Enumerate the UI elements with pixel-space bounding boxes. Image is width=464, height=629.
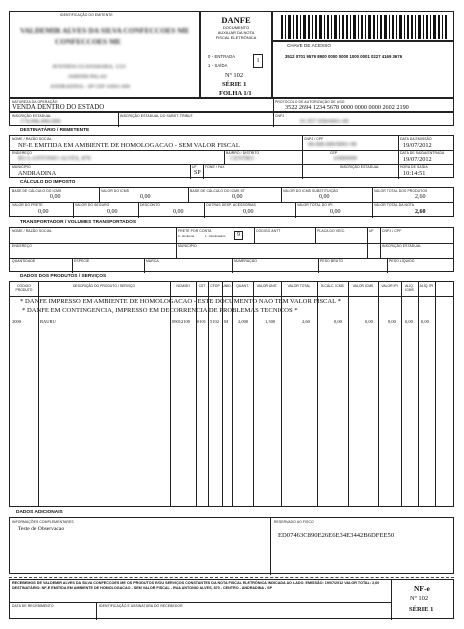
col-cst: CST bbox=[198, 284, 206, 288]
col-descricao: DESCRIÇÃO DO PRODUTO / SERVIÇO bbox=[72, 284, 136, 288]
dest-section-title: DESTINATÁRIO / REMETENTE bbox=[20, 128, 90, 133]
dest-uf-label: UF bbox=[192, 165, 197, 169]
info-label: INFORMAÇÕES COMPLEMENTARES bbox=[12, 520, 74, 524]
canhoto-text: RECEBEMOS DE VALDEMIR ALVES DA SILVA CONFECCOES ME OS PRODUTOS E/OU SERVIÇOS CONSTANTES DA NOTA FISCAL ELETRÔNICA INDICADA AO LADO. EMISSÃO: 19/07/2012 VALOR TOTAL: 2,60 DESTINATÁRIO: NF-E EMITIDA EM AMBIENTE DE HOMOLOGACAO - SEM VALOR FISCAL - RUA ANTONIO ALVES, 870 - CENTRO - ANDRADINA - SP bbox=[12, 581, 380, 590]
cnpj-label: CNPJ bbox=[275, 114, 285, 118]
transp-frete-opt1: 1 - Destinatário bbox=[205, 234, 226, 238]
col-unid: UNID. bbox=[222, 284, 232, 288]
row-vtotal: 2,60 bbox=[302, 319, 310, 324]
imp-r2c0-value: 0,00 bbox=[38, 209, 49, 215]
dest-hora-label: HORA DE SAÍDA bbox=[400, 165, 428, 169]
imp-r1c2-value: 0,00 bbox=[232, 194, 243, 200]
imp-r1c3-value: 0,00 bbox=[319, 194, 330, 200]
dest-end-label: ENDEREÇO bbox=[12, 151, 33, 155]
transp-box bbox=[9, 227, 454, 272]
chave-label: CHAVE DE ACESSO bbox=[287, 43, 331, 48]
chave-box bbox=[272, 41, 454, 98]
row-aliq-icms: 0,00 bbox=[405, 319, 413, 324]
imp-r2c1-label: VALOR DO SEGURO bbox=[75, 203, 110, 207]
row-descricao: BAURU bbox=[40, 319, 56, 324]
row-bcicms: 0,00 bbox=[334, 319, 342, 324]
dest-nome-label: NOME / RAZÃO SOCIAL bbox=[12, 137, 52, 141]
dest-hora-value: 10:14:51 bbox=[403, 170, 426, 177]
iest-label: INSCRIÇÃO ESTADUAL DO SUBST. TRIBUT. bbox=[120, 114, 194, 118]
row-vunit: 1,300 bbox=[265, 319, 276, 324]
fisco-label: RESERVADO AO FISCO bbox=[274, 520, 314, 524]
dest-cnpj-value: 00.000.000/0001-00 bbox=[308, 142, 357, 148]
dest-fone-label: FONE / FAX bbox=[205, 165, 225, 169]
imp-r1c2-label: BASE DE CÁLCULO DO ICMS ST bbox=[190, 189, 245, 193]
transp-frete-value: 9 bbox=[237, 232, 240, 238]
col-quant: QUANT. bbox=[236, 284, 249, 288]
canhoto-box bbox=[9, 579, 454, 619]
transp-pbruto-label: PESO BRUTO bbox=[320, 259, 344, 263]
dest-cep-value: 16900000 bbox=[333, 156, 357, 162]
nf-folha: FOLHA 1/1 bbox=[219, 90, 252, 97]
row-vipi: 0,00 bbox=[388, 319, 396, 324]
issuer-name: VALDEMIR ALVES DA SILVA CONFECCOES ME bbox=[20, 26, 190, 35]
col-codigo: CÓDIGO PRODUTO bbox=[15, 284, 33, 292]
dest-cep-label: CEP bbox=[330, 151, 338, 155]
natureza-value: VENDA DENTRO DO ESTADO bbox=[12, 104, 105, 111]
dest-uf-value: SP bbox=[194, 170, 201, 176]
canhoto-separator bbox=[9, 577, 454, 578]
row-ncm: 09012100 bbox=[172, 319, 190, 324]
saida-label: 1 - SAÍDA bbox=[208, 63, 228, 68]
dest-mun-value: ANDRADINA bbox=[18, 170, 57, 177]
row-codigo: 2000 bbox=[12, 319, 21, 324]
imp-r1c4-value: 2,60 bbox=[415, 194, 426, 200]
ie-value: 174.096.000.000 bbox=[20, 119, 61, 125]
chave-value: 3512 0701 9579 8900 0000 0000 1000 0001 0227 4169 3676 bbox=[285, 54, 403, 59]
tipo-box bbox=[253, 54, 263, 68]
transp-mun-label: MUNICÍPIO bbox=[178, 244, 197, 248]
row-vicms: 0,00 bbox=[365, 319, 373, 324]
dest-ie-label: INSCRIÇÃO ESTADUAL bbox=[340, 165, 380, 169]
col-bcicms: B.CÁLC. ICMS bbox=[321, 284, 344, 288]
imp-r1c4-label: VALOR TOTAL DOS PRODUTOS bbox=[374, 189, 428, 193]
row-aliq-ipi: 0,00 bbox=[421, 319, 429, 324]
ie-label: INSCRIÇÃO ESTADUAL bbox=[12, 114, 52, 118]
row-cfop: 5102 bbox=[210, 319, 219, 324]
transp-nome-label: NOME / RAZÃO SOCIAL bbox=[12, 229, 52, 233]
adicionais-section-title: DADOS ADICIONAIS bbox=[16, 510, 63, 515]
transp-uf-label: UF bbox=[369, 229, 374, 233]
produtos-section-title: DADOS DOS PRODUTOS / SERVIÇOS bbox=[20, 274, 107, 279]
produtos-table bbox=[9, 281, 454, 507]
imp-r2c1-value: 0,00 bbox=[107, 209, 118, 215]
issuer-address-line2: JARDIM PALAS bbox=[68, 74, 107, 80]
protocolo-label: PROTOCOLO DE AUTORIZAÇÃO DE USO bbox=[275, 100, 345, 104]
entrada-label: 0 - ENTRADA bbox=[208, 54, 236, 59]
imp-r1c3-label: VALOR DO ICMS SUBSTITUIÇÃO bbox=[283, 189, 339, 193]
dest-mun-label: MUNICÍPIO bbox=[12, 165, 31, 169]
transp-frete-label: FRETE POR CONTA bbox=[178, 229, 212, 233]
row-quant: 2,000 bbox=[238, 319, 249, 324]
imp-r2c5-label: VALOR TOTAL DA NOTA bbox=[374, 203, 415, 207]
col-aliq-ipi: ALÍQ. IPI bbox=[419, 284, 434, 288]
issuer-address-line3: ANDRADINA - SP CEP 16901-000 bbox=[50, 84, 130, 90]
transp-antt-label: CÓDIGO ANTT bbox=[256, 229, 281, 233]
col-vipi: VALOR IPI bbox=[381, 284, 398, 288]
canhoto-numero: Nº 102 bbox=[410, 595, 429, 602]
dest-bairro-value: CENTRO bbox=[230, 156, 254, 162]
cnpj-value: 01.957.958/0001-00 bbox=[300, 119, 349, 125]
issuer-name-2: CONFECCOES ME bbox=[55, 37, 122, 46]
transp-numeracao-label: NUMERAÇÃO bbox=[234, 259, 257, 263]
imp-r2c4-value: 0,00 bbox=[330, 209, 341, 215]
dest-box bbox=[9, 135, 454, 178]
col-cfop: CFOP bbox=[210, 284, 220, 288]
imp-r2c0-label: VALOR DO FRETE bbox=[12, 203, 43, 207]
adicionais-box bbox=[9, 517, 454, 574]
col-vunit: VALOR UNIT. bbox=[256, 284, 278, 288]
imp-r2c4-label: VALOR TOTAL DO IPI bbox=[297, 203, 333, 207]
row-unid: M bbox=[224, 319, 229, 324]
barcode-box bbox=[272, 11, 454, 41]
col-vicms: VALOR ICMS bbox=[352, 284, 374, 288]
info-value: Teste de Observacao bbox=[18, 526, 65, 532]
canhoto-data-label: DATA DE RECEBIMENTO bbox=[12, 604, 54, 608]
transp-pliq-label: PESO LÍQUIDO bbox=[389, 259, 415, 263]
imp-r2c3-value: 0,00 bbox=[243, 209, 254, 215]
danfe-title: DANFE bbox=[221, 15, 251, 25]
imp-r1c0-label: BASE DE CÁLCULO DO ICMS bbox=[12, 189, 62, 193]
canhoto-nfe: NF-e bbox=[414, 584, 430, 593]
danfe-sub3: FISCAL ELETRÔNICA bbox=[215, 35, 257, 40]
col-aliq-icms: ALÍQ. ICMS bbox=[405, 284, 414, 292]
natureza-label: NATUREZA DA OPERAÇÃO bbox=[12, 100, 58, 104]
tipo-value: 1 bbox=[256, 58, 260, 64]
dest-saida-value: 19/07/2012 bbox=[403, 156, 432, 163]
ie-row bbox=[9, 112, 454, 126]
dest-end-value: RUA ANTONIO ALVES, 870 bbox=[18, 156, 91, 162]
nf-serie: SÉRIE 1 bbox=[222, 81, 247, 88]
col-ncm: NCM/SH bbox=[176, 284, 190, 288]
transp-end-label: ENDEREÇO bbox=[12, 244, 33, 248]
issuer-box bbox=[9, 11, 200, 98]
dest-saida-label: DATA DE SAÍDA/ENTRADA bbox=[400, 151, 445, 155]
col-vtotal: VALOR TOTAL bbox=[287, 284, 311, 288]
dest-cnpj-label: CNPJ / CPF bbox=[304, 137, 324, 141]
transp-frete-opt0: 0 - Emitente bbox=[178, 234, 195, 238]
transp-placa-label: PLACA DO VEÍC. bbox=[317, 229, 346, 233]
imp-r2c2-label: DESCONTO bbox=[140, 203, 160, 207]
transp-especie-label: ESPÉCIE bbox=[74, 259, 90, 263]
imposto-box bbox=[9, 187, 454, 217]
dest-bairro-label: BAIRRO / DISTRITO bbox=[226, 151, 260, 155]
imposto-section-title: CÁLCULO DO IMPOSTO bbox=[20, 180, 76, 185]
issuer-label: IDENTIFICAÇÃO DO EMITENTE bbox=[60, 13, 113, 17]
imp-r2c5-value: 2,60 bbox=[415, 209, 426, 215]
imp-r1c1-label: VALOR DO ICMS bbox=[101, 189, 129, 193]
canhoto-serie: SÉRIE 1 bbox=[409, 606, 434, 613]
natureza-row bbox=[9, 98, 454, 112]
transp-marca-label: MARCA bbox=[146, 259, 159, 263]
dest-emissao-value: 19/07/2012 bbox=[403, 142, 432, 149]
fisco-value: ED07463C890E26E6E34E3442B6DFEE50 bbox=[278, 532, 395, 539]
canhoto-assin-label: IDENTIFICAÇÃO E ASSINATURA DO RECEBEDOR bbox=[99, 604, 183, 608]
transp-cnpj-label: CNPJ / CPF bbox=[382, 229, 402, 233]
imp-r1c0-value: 0,00 bbox=[50, 194, 61, 200]
transp-frete-box bbox=[234, 231, 243, 240]
imp-r2c3-label: OUTRAS DESP. ACESSÓRIAS bbox=[206, 203, 256, 207]
transp-ie-label: INSCRIÇÃO ESTADUAL bbox=[382, 244, 422, 248]
homologacao-note: * DANFE IMPRESSO EM AMBIENTE DE HOMOLOGACAO - ESTE DOCUMENTO NAO TEM VALOR FISCAL * bbox=[20, 298, 341, 305]
danfe-box bbox=[200, 11, 272, 98]
dest-nome-value: NF-E EMITIDA EM AMBIENTE DE HOMOLOGACAO - SEM VALOR FISCAL bbox=[18, 142, 240, 149]
imp-r2c2-value: 0,00 bbox=[173, 209, 184, 215]
protocolo-value: 3522 2694 1234 5678 0000 0000 0000 2602 2190 bbox=[285, 104, 409, 111]
nf-number: Nº 102 bbox=[225, 72, 244, 79]
contingencia-note: * DANFE EM CONTINGENCIA, IMPRESSO EM DECORRENCIA DE PROBLEMAS TECNICOS * bbox=[22, 307, 298, 314]
danfe-sub2: AUXILIAR DA NOTA bbox=[217, 30, 255, 35]
transp-qtd-label: QUANTIDADE bbox=[12, 259, 36, 263]
transp-section-title: TRANSPORTADOR / VOLUMES TRANSPORTADOS bbox=[20, 220, 137, 225]
row-cst: 0101 bbox=[197, 319, 206, 324]
danfe-sub1: DOCUMENTO bbox=[222, 25, 250, 30]
imp-r1c1-value: 0,00 bbox=[140, 194, 151, 200]
barcode-graphic bbox=[281, 15, 447, 39]
issuer-address-line1: AVENIDA GUANABARA, 1221 bbox=[52, 64, 127, 70]
dest-emissao-label: DATA DA EMISSÃO bbox=[400, 137, 432, 141]
